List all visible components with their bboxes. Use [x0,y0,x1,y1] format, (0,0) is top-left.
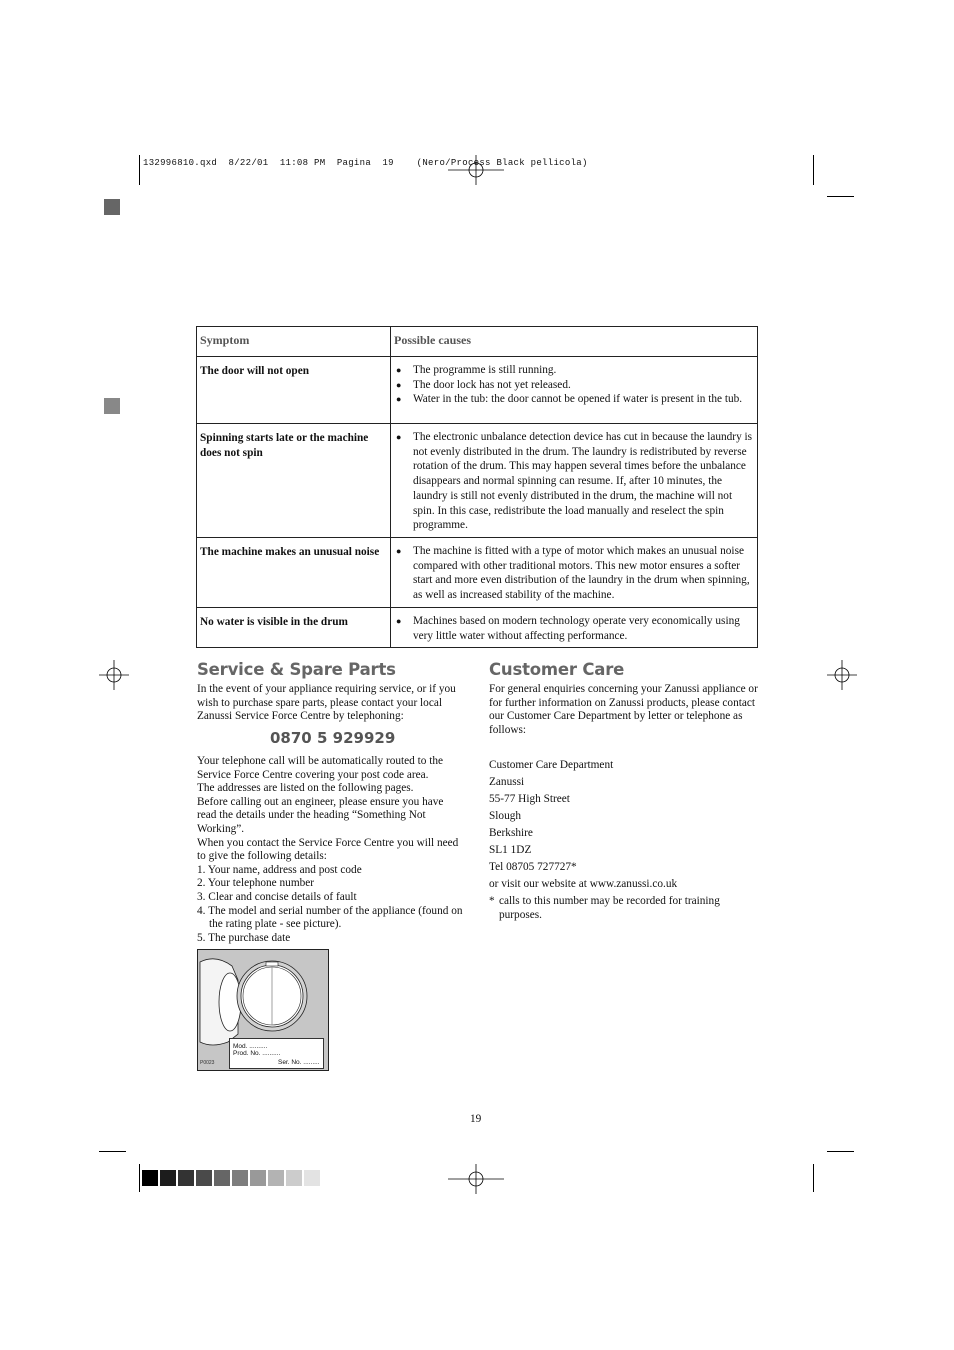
crop-mark [813,155,814,185]
customer-care-intro: For general enquiries concerning your Zanussi appliance or for further information on Zanussi products, please contact our Customer Care Department by letter or telephone as follows: [489,683,758,736]
address-line: Zanussi [489,776,525,788]
registration-mark-icon [827,660,857,690]
note-star: * [489,895,495,907]
symptom-cell: The door will not open [197,357,391,424]
file-slug: 132996810.qxd 8/22/01 11:08 PM Pagina 19 (Nero/Process Black pellicola) [143,158,588,168]
service-heading: Service & Spare Parts [197,660,396,679]
service-list-item: 3. Clear and concise details of fault [197,890,357,903]
symptom-cell: Spinning starts late or the machine does not spin [197,424,391,538]
crop-mark [827,196,854,197]
plate-ser: Ser. No. ......... [278,1059,320,1066]
rating-plate-picture [197,949,329,1071]
service-paragraph: When you contact the Service Force Centre you will need to give the following details: [197,836,459,863]
service-paragraph: Before calling out an engineer, please ensure you have read the details under the heading “Something Not Working”. [197,795,444,835]
color-swatch [304,1170,320,1186]
color-swatch [160,1170,176,1186]
service-paragraph: The addresses are listed on the following pages. [197,782,414,795]
service-paragraph: Your telephone call will be automatically routed to the Service Force Centre covering your post code area. [197,755,444,781]
cause-item: ● The electronic unbalance detection device has cut in because the laundry is not evenly distributed in the drum. The laundry is redistributed by reverse rotation of the drum. This may happen several times before the unbalance disappears and normal spinning can resume. If, after 10 minutes, the laundry is still not evenly distributed in the drum, the machine will not spin. In this case, redistribute the load manually and reselect the spin programme. [413,430,754,533]
service-list-item: 1. Your name, address and post code [197,863,362,876]
service-list-item: 5. The purchase date [197,931,291,944]
cause-item: ● The machine is fitted with a type of motor which makes an unusual noise compared with other traditional motors. This new motor ensures a softer start and more even distribution of the laundry in the drum when spinning, as well as increased stability of the machine. [413,544,754,603]
plate-code: P0023 [200,1060,215,1066]
table-row [197,607,758,647]
service-body [197,755,463,945]
crop-mark [813,1164,814,1192]
address-line: Tel 08705 727727* [489,861,577,873]
rating-plate-label [229,1038,324,1069]
table-row [197,424,758,538]
crop-mark [99,1151,126,1152]
customer-care-heading: Customer Care [489,660,625,679]
table-header-row [197,327,758,357]
address-line: or visit our website at www.zanussi.co.uk [489,878,678,890]
causes-cell [391,537,758,607]
crop-mark [139,1164,140,1192]
customer-care-address [489,757,759,893]
service-phone: 0870 5 929929 [270,729,396,747]
customer-care-note [489,895,749,922]
address-line: SL1 1DZ [489,844,532,856]
color-calibration-bar [142,1170,320,1186]
color-swatch [178,1170,194,1186]
address-line: Customer Care Department [489,759,614,771]
service-intro: In the event of your appliance requiring service, or if you wish to purchase spare parts, please contact your local Zanussi Service Force Centre by telephoning: [197,683,456,723]
symptom-header: Symptom [197,327,391,357]
plate-prod: Prod. No. .......... [233,1050,281,1057]
page-number: 19 [470,1113,482,1125]
causes-header: Possible causes [391,327,758,357]
color-swatch [286,1170,302,1186]
cause-item: ● Machines based on modern technology operate very economically using very little water without affecting performance. [413,614,754,643]
note-text: calls to this number may be recorded for training purposes. [499,895,720,921]
service-list-item: 4. The model and serial number of the appliance (found on the rating plate - see picture). [197,904,463,931]
crop-mark [139,155,140,185]
color-swatch [142,1170,158,1186]
symptom-cell: No water is visible in the drum [197,607,391,647]
gray-marker-square [104,398,120,414]
address-line: Berkshire [489,827,533,839]
address-line: 55-77 High Street [489,793,570,805]
service-list-item: 2. Your telephone number [197,877,315,890]
crop-mark [827,1151,854,1152]
color-swatch [250,1170,266,1186]
color-swatch [268,1170,284,1186]
causes-cell [391,607,758,647]
symptom-cell: The machine makes an unusual noise [197,537,391,607]
color-swatch [196,1170,212,1186]
plate-mod: Mod. .......... [233,1043,268,1050]
table-row [197,537,758,607]
causes-cell [391,424,758,538]
cause-item: ● Water in the tub: the door cannot be opened if water is present in the tub. [413,392,754,407]
troubleshooting-table [196,326,758,648]
gray-marker-square [104,199,120,215]
cause-item: ● The door lock has not yet released. [413,378,754,393]
table-row [197,357,758,424]
color-swatch [214,1170,230,1186]
registration-mark-icon [99,660,129,690]
color-swatch [232,1170,248,1186]
cause-item: ● The programme is still running. [413,363,754,378]
registration-mark-icon [448,1164,504,1194]
address-line: Slough [489,810,522,822]
causes-cell [391,357,758,424]
